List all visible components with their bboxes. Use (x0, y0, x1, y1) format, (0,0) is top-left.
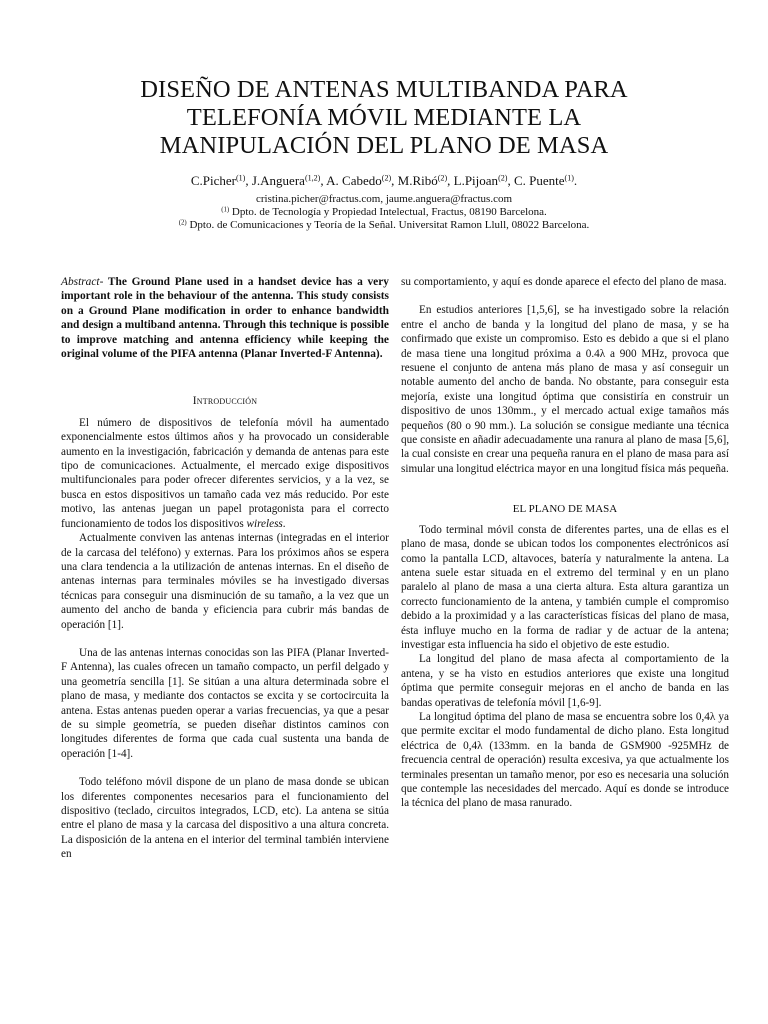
intro-paragraph-2: Actualmente conviven las antenas internas (integradas en el interior de la carcasa del teléfono) y externas. Para los próximos años se espera una clara tendencia a la utilización de antenas internas. En el diseño de antenas internas para terminales móviles se ha investigado diversas técnicas para conseguir una disminución de su tamaño, a la vez que un aumento del ancho de banda y eficiencia para cubrir más bandas de operación [1]. (61, 532, 389, 631)
title-line: TELEFONÍA MÓVIL MEDIANTE LA (186, 104, 582, 131)
continued-paragraph: su comportamiento, y aquí es donde aparece el efecto del plano de masa. (401, 276, 727, 288)
author-separator: , (447, 173, 454, 188)
intro-paragraph-4: Todo teléfono móvil dispone de un plano de masa donde se ubican los diferentes componentes necesarios para el funcionamiento del dispositivo (teclado, circuitos integrados, LCD, etc). La antena se sitúa entre el plano de masa y la carcasa del dispositivo a una altura concreta. La disposición de la antena en el interior del terminal también interviene en (61, 776, 389, 861)
body-paragraph-terminal: Todo terminal móvil consta de diferentes partes, una de ellas es el plano de masa, donde se ubican todos los componentes electrónicos así como la pantalla LCD, altavoces, batería y naturalmente la antena. La antena suele estar situada en el extremo del terminal y en un plano paralelo al plano de masa a una cierta altura. Esta altura garantiza un correcto funcionamiento de la antena, y también cumple el compromiso debido a la proximidad y a las características físicas del plano de masa, ésta influye mucho en la forma de radiar y de actuar de la antena; investigar esta influencia ha sido el objetivo de este estudio. (401, 523, 729, 651)
italic-term: wireless (246, 517, 283, 530)
title-line: DISEÑO DE ANTENAS MULTIBANDA PARA (140, 76, 628, 103)
author-list (60, 173, 708, 189)
author-affiliation-mark: (2) (381, 173, 392, 183)
section-heading-plano-de-masa: EL PLANO DE MASA (512, 503, 618, 516)
abstract (61, 275, 389, 361)
intro-paragraph-3: Una de las antenas internas conocidas son las PIFA (Planar Inverted-F Antenna), las cuales ofrecen un tamaño compacto, un perfil delgado y una geometría sencilla [1]. Se sitúan a una altura determinada sobre el plano de masa, y mediante dos contactos se excita y se cortocircuita la antena. Estas antenas pueden operar a varias frecuencias, ya que a pesar de su simple geometría, se pueden diseñar distintos caminos con longitudes diferentes de forma que cada cual sustenta una banda de operación [1-4]. (61, 646, 389, 760)
right-column (401, 275, 729, 811)
author-affiliation-mark: (2) (498, 173, 508, 183)
paragraph-text: El número de dispositivos de telefonía móvil ha aumentado exponencialmente estos últimos años y ha provocado un considerable aumento en la investigación, fabricación y demanda de antenas para este tipo de comunicaciones. Actualmente, el mercado exige dispositivos multifuncionales para poder ofrecer diferentes servicios, y a la vez, se busca en estos dispositivos un tamaño cada vez más reducido. Por este motivo, las antenas juegan un papel protagonista para el correcto funcionamiento de todos los dispositivos (61, 416, 389, 530)
author-separator: , (507, 173, 514, 188)
author-separator: , (391, 173, 398, 188)
author-name: M.Ribó (397, 173, 438, 188)
author-affiliation-mark: (1) (235, 173, 246, 183)
author-separator: . (573, 173, 578, 188)
author-name: A. Cabedo (326, 173, 382, 188)
author-name: L.Pijoan (453, 173, 499, 188)
paragraph-text: . (282, 517, 286, 530)
author-name: C.Picher (190, 173, 236, 188)
affiliation-mark: (2) (178, 219, 187, 227)
author-emails: cristina.picher@fractus.com, jaume.anguera@fractus.com (255, 193, 513, 205)
left-column (61, 275, 389, 862)
author-name: C. Puente (513, 173, 565, 188)
author-affiliation-mark: (2) (437, 173, 448, 183)
affiliation-mark: (1) (221, 206, 230, 214)
paper-title (80, 76, 688, 160)
affiliation-text: Dpto. de Comunicaciones y Teoría de la Señal. Universitat Ramon Llull, 08022 Barcelona. (186, 219, 590, 231)
affiliation-1 (60, 206, 708, 219)
author-affiliation-mark: (1) (564, 173, 574, 183)
affiliation-text: Dpto. de Tecnología y Propiedad Intelectual, Fractus, 08190 Barcelona. (229, 206, 547, 218)
abstract-lead: Abstract- (61, 276, 104, 288)
title-line: MANIPULACIÓN DEL PLANO DE MASA (159, 132, 609, 159)
author-separator: , (320, 173, 327, 188)
author-separator: , (245, 173, 252, 188)
body-paragraph-longitud: La longitud del plano de masa afecta al comportamiento de la antena, y se ha visto en estudios anteriores que existe una longitud óptima que permite conseguir mejoras en el ancho de banda en las bandas operativas de telefonía móvil [1,6-9]. (401, 653, 729, 709)
section-heading-introduccion (61, 394, 389, 408)
affiliation-2 (60, 219, 708, 232)
author-name: J.Anguera (251, 173, 305, 188)
abstract-text: The Ground Plane used in a handset device has a very important role in the behaviour of the antenna. This study consists on a Ground Plane modification in order to enhance bandwidth and design a multiband antenna. Through this technique is possible to improve matching and antenna efficiency while keeping the original volume of the PIFA antenna (Planar Inverted-F Antenna). (61, 276, 389, 361)
body-paragraph-estudios: En estudios anteriores [1,5,6], se ha investigado sobre la relación entre el ancho de banda y la longitud del plano de masa, y se ha confirmado que existe un compromiso. Esto es debido a que si el plano de masa tiene una longitud próxima a 0.4λ a 900 MHz, provoca que resuene el conjunto de antena más plano de masa y así conseguir un notable aumento del ancho de banda. No obstante, para conseguir esta mejoría, existe una longitud óptima que consistiría en construir un dispositivo de unos 130mm., y el mercado actual exige tamaños más pequeños (80 o 90 mm.). La solución se consigue mediante una técnica que consiste en añadir adecuadamente una ranura al plano de masa [5,6], la cual consiste en crear una pequeña ranura en el plano de masa para así simular una longitud eléctrica mayor en una longitud física más pequeña. (401, 304, 729, 475)
section-heading-text: Introducción (192, 395, 258, 408)
body-paragraph-optima: La longitud óptima del plano de masa se encuentra sobre los 0,4λ ya que permite excitar el modo fundamental de dicho plano. Esta longitud eléctrica de 0,4λ (133mm. en la banda de GSM900 -925MHz de frecuencia central de operación) resulta excesiva, ya que actualmente los terminales presentan un tamaño menor, por eso es necesaria una solución que contemple las necesidades del mercado. Aquí es donde se introduce la técnica del plano de masa ranurado. (401, 710, 729, 810)
author-affiliation-mark: (1,2) (304, 173, 321, 183)
intro-paragraph-1 (61, 416, 389, 531)
